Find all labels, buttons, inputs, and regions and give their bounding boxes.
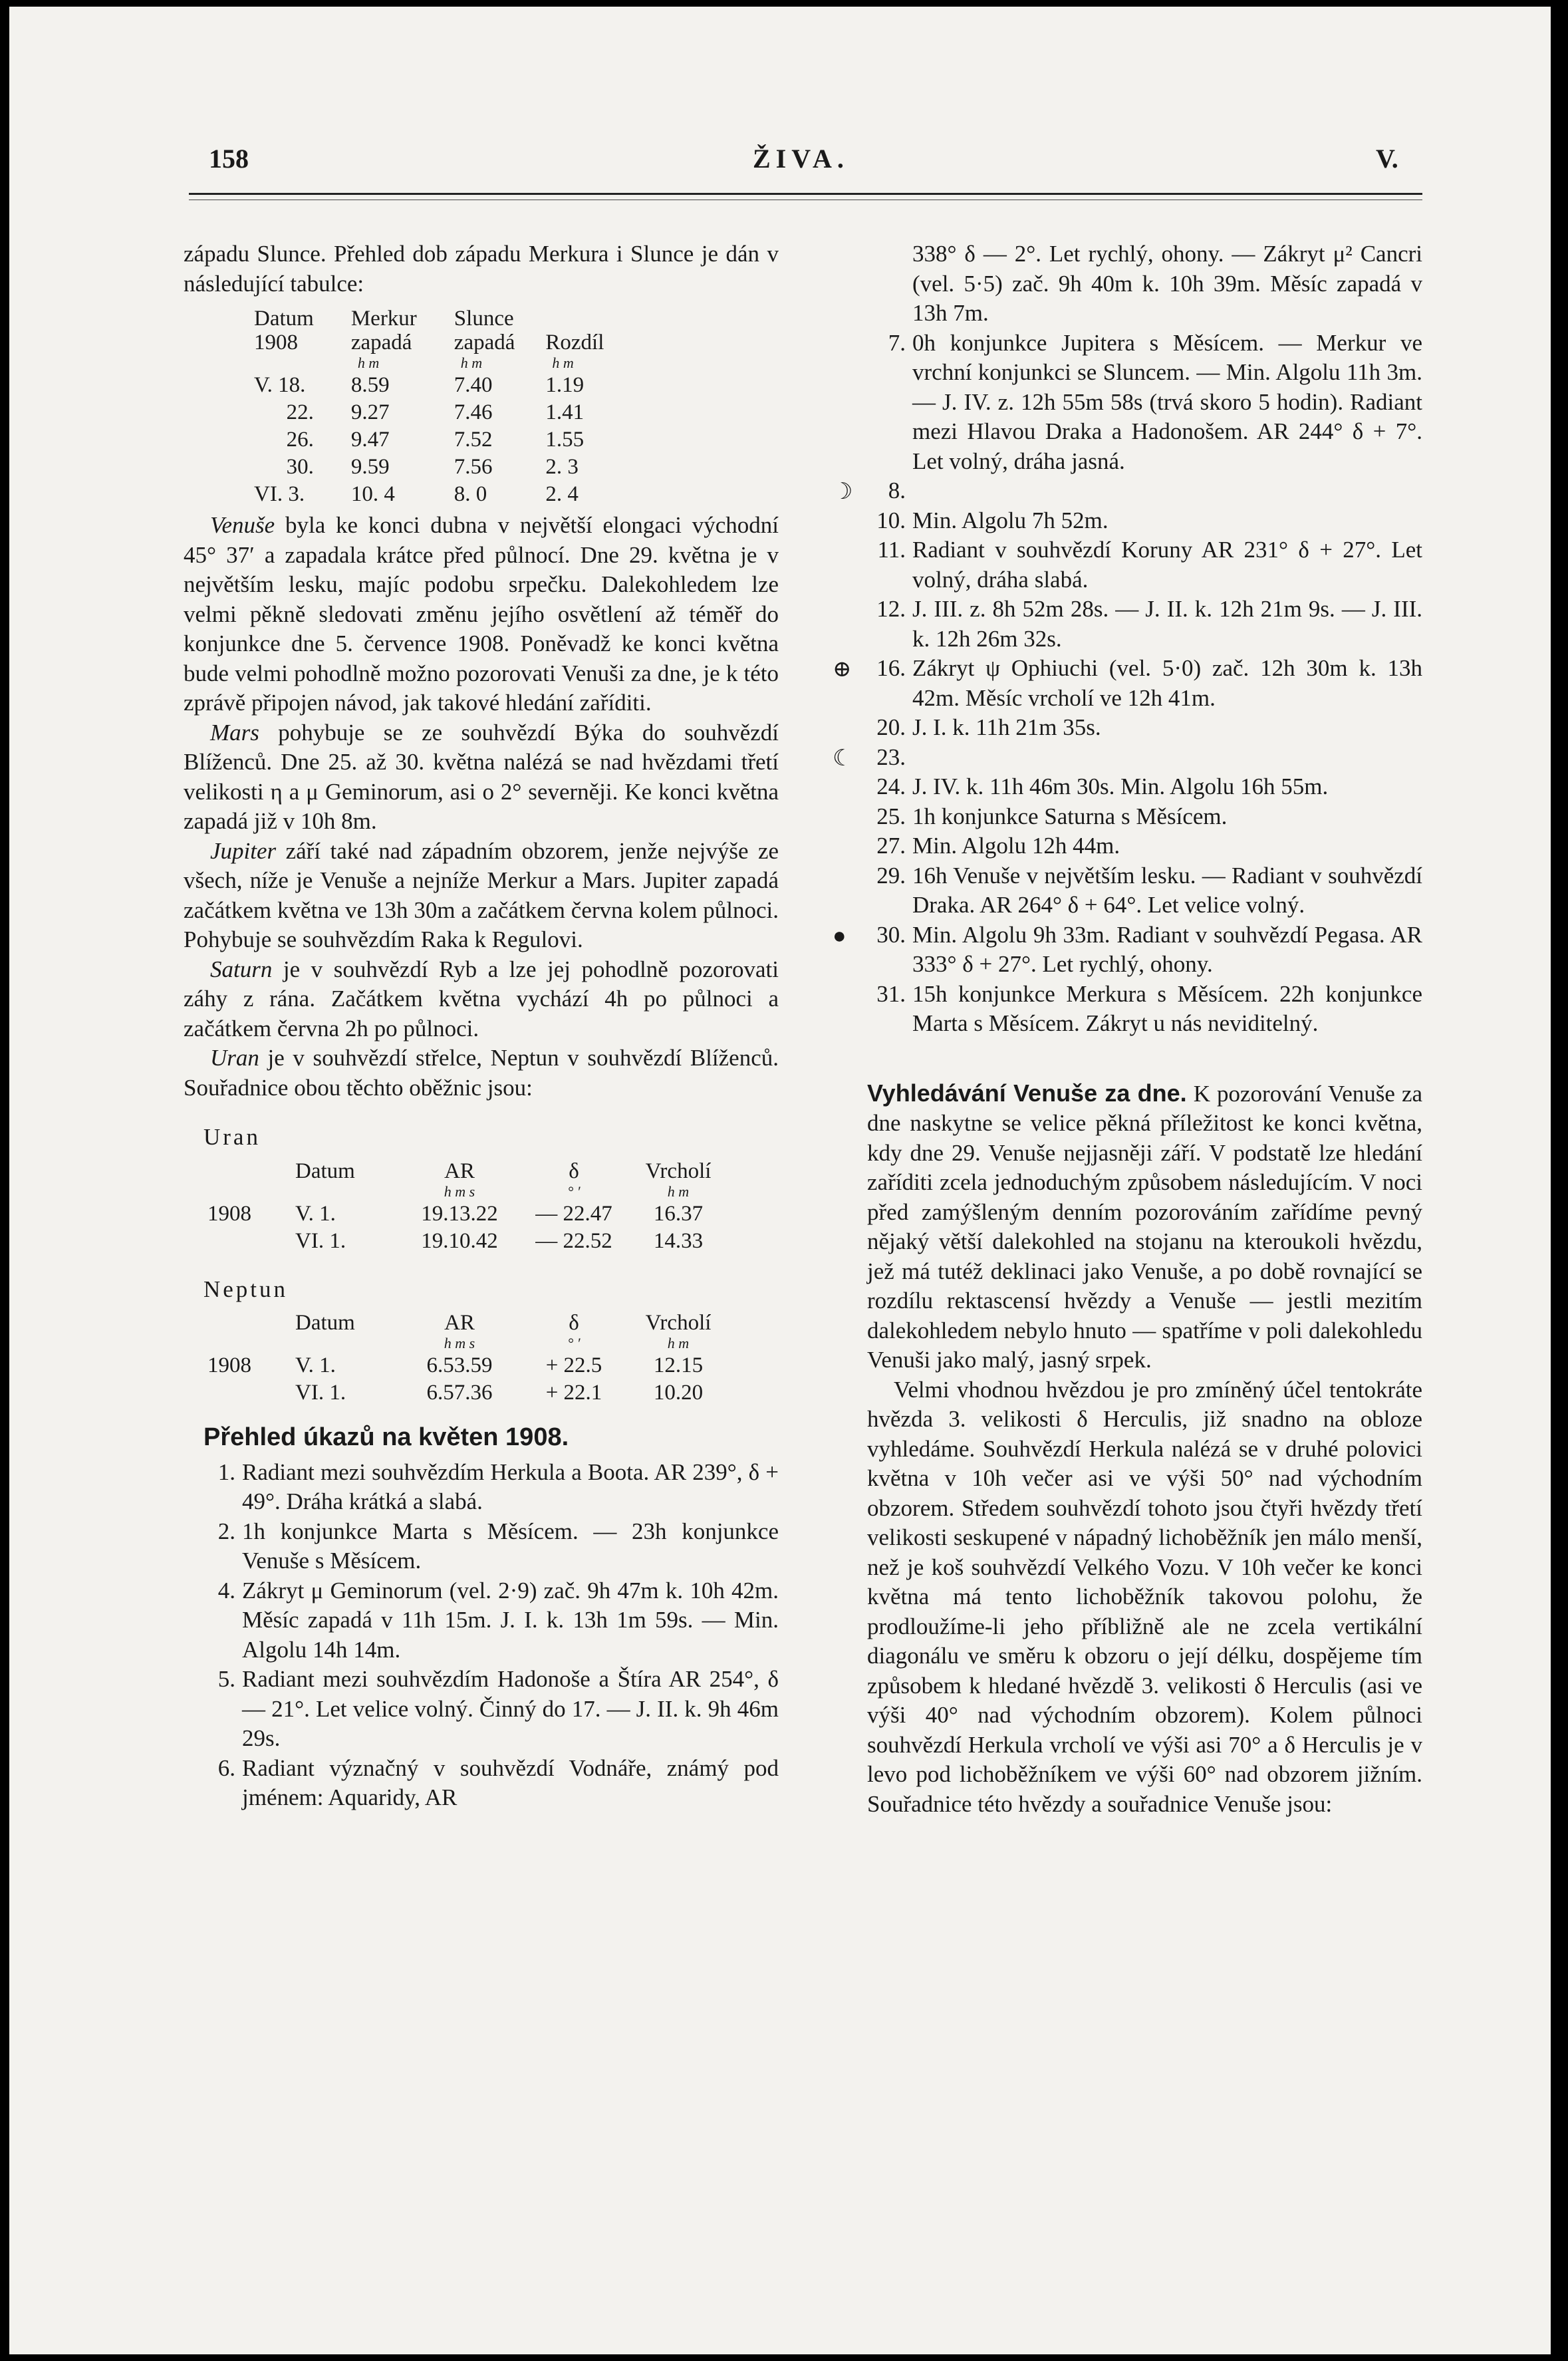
uran-label: Uran <box>203 1124 261 1150</box>
table-header <box>203 1159 291 1183</box>
table-row <box>203 1228 729 1255</box>
unit-cell <box>291 1335 399 1352</box>
unit-cell: ° ′ <box>567 1182 581 1200</box>
table-header <box>203 1311 291 1335</box>
table-cell <box>203 1379 291 1407</box>
may-events-list <box>197 1458 779 1813</box>
table-cell: + 22.5 <box>545 1353 602 1377</box>
event-day: 1. <box>217 1458 235 1485</box>
table-cell: 10.20 <box>653 1381 704 1405</box>
paragraph-text: září také nad západním obzorem, jenže nejvýše ze všech, níže je Venuše a nejníže Merkur a Mars. Jupiter zapadá začátkem května ve 13h 30m a začátkem června kolem půlnoci. Pohybuje se souhvězdím Raka k Regulovi. <box>184 837 779 952</box>
table-cell: — 22.52 <box>535 1228 612 1253</box>
table-cell: + 22.1 <box>545 1381 602 1405</box>
table-cell: 22. <box>286 400 314 424</box>
event-text: J. IV. k. 11h 46m 30s. Min. Algolu 16h 55m. <box>912 773 1329 799</box>
paragraph-text: byla ke konci dubna v největší elongaci východní 45° 37′ a zapadala krátce před půlnocí. Dne 29. května je v největším lesku, majíc podobu srpečku. Dalekohledem lze velmi pěkně sledovati změnu jejího osvětlení až téměř do konjunkce dne 5. července 1908. Poněvadž ke konci května bude velmi pohodlně možno pozorovati Venuši za dne, je k této zprávě připojen návod, jak takové hledání zaříditi. <box>184 512 779 716</box>
table-header: Rozdíl <box>545 331 604 354</box>
list-item <box>867 980 1422 1039</box>
mars-paragraph <box>184 718 779 837</box>
table-header: Merkur <box>350 307 417 331</box>
table-cell: 1.19 <box>545 373 585 397</box>
list-item <box>867 535 1422 595</box>
unit-cell: h m <box>460 354 483 371</box>
planet-name: Jupiter <box>210 837 277 864</box>
table-cell: 8.59 <box>350 373 390 397</box>
unit-cell: ° ′ <box>567 1335 581 1351</box>
unit-cell: h m <box>552 354 574 371</box>
table-cell: 2. 4 <box>545 482 579 506</box>
paragraph-text: pohybuje se ze souhvězdí Býka do souhvězdí Blíženců. Dne 25. až 30. května nalézá se nad hvězdami třetí velikosti η a μ Geminorum, asi o 2° severněji. Ke konci května zapadá již v 10h 8m. <box>184 719 779 834</box>
list-item <box>867 329 1422 477</box>
event-text: Radiant v souhvězdí Koruny AR 231° δ + 27°. Let volný, dráha slabá. <box>912 537 1422 593</box>
event-day: 30. <box>876 921 906 948</box>
event-day: 7. <box>888 329 906 356</box>
table-cell: VI. 1. <box>295 1381 346 1405</box>
list-item <box>197 1576 779 1665</box>
table-row <box>250 372 608 399</box>
event-day: 29. <box>876 862 906 889</box>
event-day: 10. <box>876 507 906 533</box>
table-cell: VI. 1. <box>295 1228 346 1253</box>
list-item <box>867 713 1422 743</box>
list-item <box>197 1517 779 1576</box>
table-cell: 10. 4 <box>350 482 395 506</box>
unit-cell: h m <box>357 354 380 371</box>
event-day: 4. <box>217 1577 235 1603</box>
venus-paragraph <box>184 511 779 718</box>
table-header: 1908 <box>254 331 298 354</box>
event-text: Zákryt μ Geminorum (vel. 2·9) zač. 9h 47m k. 10h 42m. Měsíc zapadá v 11h 15m. J. I. k. 13h 1m 59s. — Min. Algolu 14h 14m. <box>242 1577 779 1663</box>
list-item <box>197 1458 779 1517</box>
table-cell: V. 18. <box>254 373 306 397</box>
unit-cell: h m s <box>444 1182 475 1200</box>
table-cell <box>203 1228 291 1255</box>
list-item <box>867 831 1422 861</box>
venus-daylight-paragraph <box>867 1079 1422 1375</box>
table-cell: 9.59 <box>350 455 390 479</box>
list-item <box>867 595 1422 654</box>
new-moon-icon: ● <box>833 923 847 948</box>
table-cell: 9.47 <box>350 428 390 452</box>
page-number: 158 <box>209 144 249 174</box>
list-item <box>833 654 1422 713</box>
event-day: 31. <box>876 980 906 1007</box>
list-item <box>867 239 1422 329</box>
full-moon-icon: ⊕ <box>833 657 852 682</box>
event-day: 25. <box>876 803 906 829</box>
event-text: 16h Venuše v největším lesku. — Radiant v souhvězdí Draka. AR 264° δ + 64°. Let velice volný. <box>912 862 1422 918</box>
journal-title: ŽIVA. <box>753 144 849 174</box>
saturn-paragraph <box>184 955 779 1044</box>
table-cell: 7.40 <box>454 373 493 397</box>
table-header: Datum <box>295 1311 355 1335</box>
list-item <box>867 772 1422 802</box>
event-text: J. III. z. 8h 52m 28s. — J. II. k. 12h 21m 9s. — J. III. k. 12h 26m 32s. <box>912 596 1422 652</box>
planet-name: Saturn <box>210 956 273 982</box>
table-cell: 12.15 <box>653 1353 704 1377</box>
mercury-sunset-table <box>250 307 608 508</box>
event-text: 0h konjunkce Jupitera s Měsícem. — Merkur ve vrchní konjunkci se Sluncem. — Min. Algolu 11h 3m. — J. IV. z. 12h 55m 58s (trvá skoro 5 hodin). Radiant mezi Hlavou Draka a Hadonošem. AR 244° δ + 7°. Let volný, dráha jasná. <box>912 329 1422 474</box>
right-column <box>833 239 1423 1819</box>
unit-cell <box>203 1183 291 1200</box>
last-quarter-icon: ☾ <box>833 746 853 771</box>
event-day: 8. <box>888 478 906 503</box>
table-header: zapadá <box>454 331 515 354</box>
event-text: Min. Algolu 9h 33m. Radiant v souhvězdí Pegasa. AR 333° δ + 27°. Let rychlý, ohony. <box>912 921 1422 977</box>
table-row <box>250 481 608 508</box>
table-cell: 1.41 <box>545 400 585 424</box>
event-day: 6. <box>217 1754 235 1781</box>
table-header: Datum <box>295 1159 355 1183</box>
table-row <box>203 1352 729 1379</box>
paragraph-text: K pozorování Venuše za dne naskytne se velice pěkná příležitost ke konci května, kdy dne 29. Venuše nejjasněji září. V podstatě lze hledání zaříditi zcela jednoduchým způsobem následujícím. V noci před zamýšleným denním pozorováním zařídíme pevný nějaký větší dalekohled na stojanu na kteroukoli hvězdu, jež má tutéž deklinaci jako Venuše, a po době rovnající se rozdílu rektascensí hvězdy a Venuše — jestli mezitím dalekohledem nebylo hnuto — spatříme v poli dalekohledu Venuši jako malý, jasný srpek. <box>867 1080 1423 1373</box>
uran-coordinates-table <box>203 1159 729 1255</box>
table-cell: VI. 3. <box>254 482 305 506</box>
table-header: Datum <box>254 307 314 331</box>
planet-name: Uran <box>210 1045 259 1071</box>
table-cell: V. 1. <box>295 1353 336 1377</box>
paragraph-text: je v souhvězdí Ryb a lze jej pohodlně pozorovati záhy z rána. Začátkem května vychází 4h po půlnoci a začátkem června 2h po půlnoci. <box>184 956 779 1042</box>
table-row <box>250 426 608 454</box>
list-item <box>833 743 1422 773</box>
planet-name: Mars <box>210 719 259 746</box>
table-header: AR <box>444 1311 475 1335</box>
event-day: 11. <box>877 537 906 563</box>
neptun-label: Neptun <box>203 1276 289 1302</box>
table-cell: 26. <box>286 428 314 452</box>
table-cell: 7.56 <box>454 455 493 479</box>
table-row <box>250 399 608 426</box>
event-text: 338° δ — 2°. Let rychlý, ohony. — Zákryt μ² Cancri (vel. 5·5) zač. 9h 40m k. 10h 39m. Měsíc zapadá v 13h 7m. <box>912 241 1422 326</box>
event-text: Radiant mezi souhvězdím Hadonoše a Štíra AR 254°, δ — 21°. Let velice volný. Činný do 17. — J. II. k. 9h 46m 29s. <box>242 1666 779 1751</box>
uran-paragraph <box>184 1043 779 1103</box>
table-row <box>250 454 608 481</box>
table-header: Vrcholí <box>645 1159 712 1183</box>
overview-heading: Přehled úkazů na květen 1908. <box>203 1423 569 1451</box>
list-item <box>867 506 1422 536</box>
event-day: 16. <box>876 655 906 681</box>
list-item <box>197 1665 779 1754</box>
table-cell: 14.33 <box>653 1228 704 1253</box>
event-day: 5. <box>217 1666 235 1692</box>
table-cell: — 22.47 <box>535 1201 612 1226</box>
table-header: Vrcholí <box>645 1311 712 1335</box>
event-day: 27. <box>876 833 906 859</box>
list-item <box>867 861 1422 920</box>
event-text: Radiant význačný v souhvězdí Vodnáře, známý pod jménem: Aquaridy, AR <box>242 1754 779 1810</box>
unit-cell: h m s <box>444 1335 475 1351</box>
table-cell: 2. 3 <box>545 455 579 479</box>
list-item <box>833 476 1422 506</box>
list-item <box>833 920 1422 980</box>
event-text: Min. Algolu 7h 52m. <box>912 507 1109 533</box>
table-cell: 6.57.36 <box>426 1381 493 1405</box>
event-text: Zákryt ψ Ophiuchi (vel. 5·0) zač. 12h 30m k. 13h 42m. Měsíc vrcholí ve 12h 41m. <box>912 655 1422 711</box>
jupiter-paragraph <box>184 837 779 955</box>
may-events-list-continued <box>833 239 1422 1039</box>
intro-paragraph: západu Slunce. Přehled dob západu Merkura i Slunce je dán v následující tabulce: <box>184 241 779 297</box>
table-cell: 1908 <box>207 1353 251 1377</box>
unit-cell: h m <box>667 1335 690 1351</box>
moon-phase-icon: ☽ <box>833 480 853 504</box>
table-row <box>203 1200 729 1228</box>
event-day: 2. <box>217 1518 235 1544</box>
event-day: 24. <box>876 773 906 799</box>
table-cell: 7.46 <box>454 400 493 424</box>
planet-name: Venuše <box>210 512 275 538</box>
unit-cell <box>250 354 318 372</box>
unit-cell: h m <box>667 1182 690 1200</box>
list-item <box>197 1754 779 1813</box>
table-cell: 1908 <box>207 1201 251 1226</box>
table-row <box>203 1379 729 1407</box>
event-text: J. I. k. 11h 21m 35s. <box>912 714 1101 740</box>
table-cell: 19.13.22 <box>421 1201 498 1226</box>
table-header <box>519 307 608 331</box>
table-cell: 7.52 <box>454 428 493 452</box>
event-text: 1h konjunkce Saturna s Měsícem. <box>912 803 1228 829</box>
event-text: 1h konjunkce Marta s Měsícem. — 23h konjunkce Venuše s Měsícem. <box>242 1518 779 1574</box>
table-header: δ <box>569 1311 579 1335</box>
table-header: δ <box>569 1159 579 1183</box>
event-day: 20. <box>876 714 906 740</box>
table-cell: V. 1. <box>295 1201 336 1226</box>
left-column <box>184 239 779 1813</box>
table-cell: 30. <box>286 455 314 479</box>
unit-cell <box>291 1183 399 1200</box>
neptun-coordinates-table <box>203 1311 729 1407</box>
table-header: AR <box>444 1159 475 1183</box>
section-heading: Vyhledávání Venuše za dne. <box>867 1079 1187 1107</box>
table-header: zapadá <box>350 331 412 354</box>
table-cell: 6.53.59 <box>426 1353 493 1377</box>
volume-number: V. <box>1376 144 1398 174</box>
event-text: Min. Algolu 12h 44m. <box>912 833 1120 859</box>
table-cell: 1.55 <box>545 428 585 452</box>
table-cell: 16.37 <box>653 1201 704 1226</box>
event-day: 12. <box>876 596 906 622</box>
event-text: Radiant mezi souhvězdím Herkula a Boota. AR 239°, δ + 49°. Dráha krátká a slabá. <box>242 1458 779 1514</box>
event-day: 23. <box>876 744 906 770</box>
table-header: Slunce <box>454 307 514 331</box>
paragraph-text: je v souhvězdí střelce, Neptun v souhvězdí Blíženců. Souřadnice obou těchto oběžnic jsou: <box>184 1045 779 1101</box>
event-text: 15h konjunkce Merkura s Měsícem. 22h konjunkce Marta s Měsícem. Zákryt u nás neviditelný. <box>912 980 1422 1036</box>
unit-cell <box>203 1335 291 1352</box>
list-item <box>867 802 1422 832</box>
table-cell: 19.10.42 <box>421 1228 498 1253</box>
header-rule <box>189 193 1422 195</box>
table-cell: 8. 0 <box>454 482 487 506</box>
page <box>9 7 1551 2354</box>
table-cell: 9.27 <box>350 400 390 424</box>
hercules-paragraph: Velmi vhodnou hvězdou je pro zmíněný účel tentokráte hvězda 3. velikosti δ Herculis, již snadno na obloze vyhledáme. Souhvězdí Herkula nalézá se v druhé polovici května v 10h večer asi ve výši 50° nad východním obzorem. Středem souhvězdí tohoto jsou čtyři hvězdy třetí velikosti seskupené v nápadný lichoběžník jen málo menší, než je koš souhvězdí Velkého Vozu. V 10h večer ke konci května má tento lichoběžník takovou polohu, že prodloužíme-li jeho příbližně ale ne zcela vertikální diagonálu ve směru k obzoru o její délku, dospějeme tím způsobem k hledané hvězdě 3. velikosti δ Herculis (asi ve výši 40° nad východním obzorem). Kolem půlnoci souhvězdí Herkula vrcholí ve výši asi 70° a δ Herculis je v levo pod lichoběžníkem ve výši 60° nad obzorem jižním. Souřadnice této hvězdy a souřadnice Venuše jsou: <box>867 1376 1422 1817</box>
